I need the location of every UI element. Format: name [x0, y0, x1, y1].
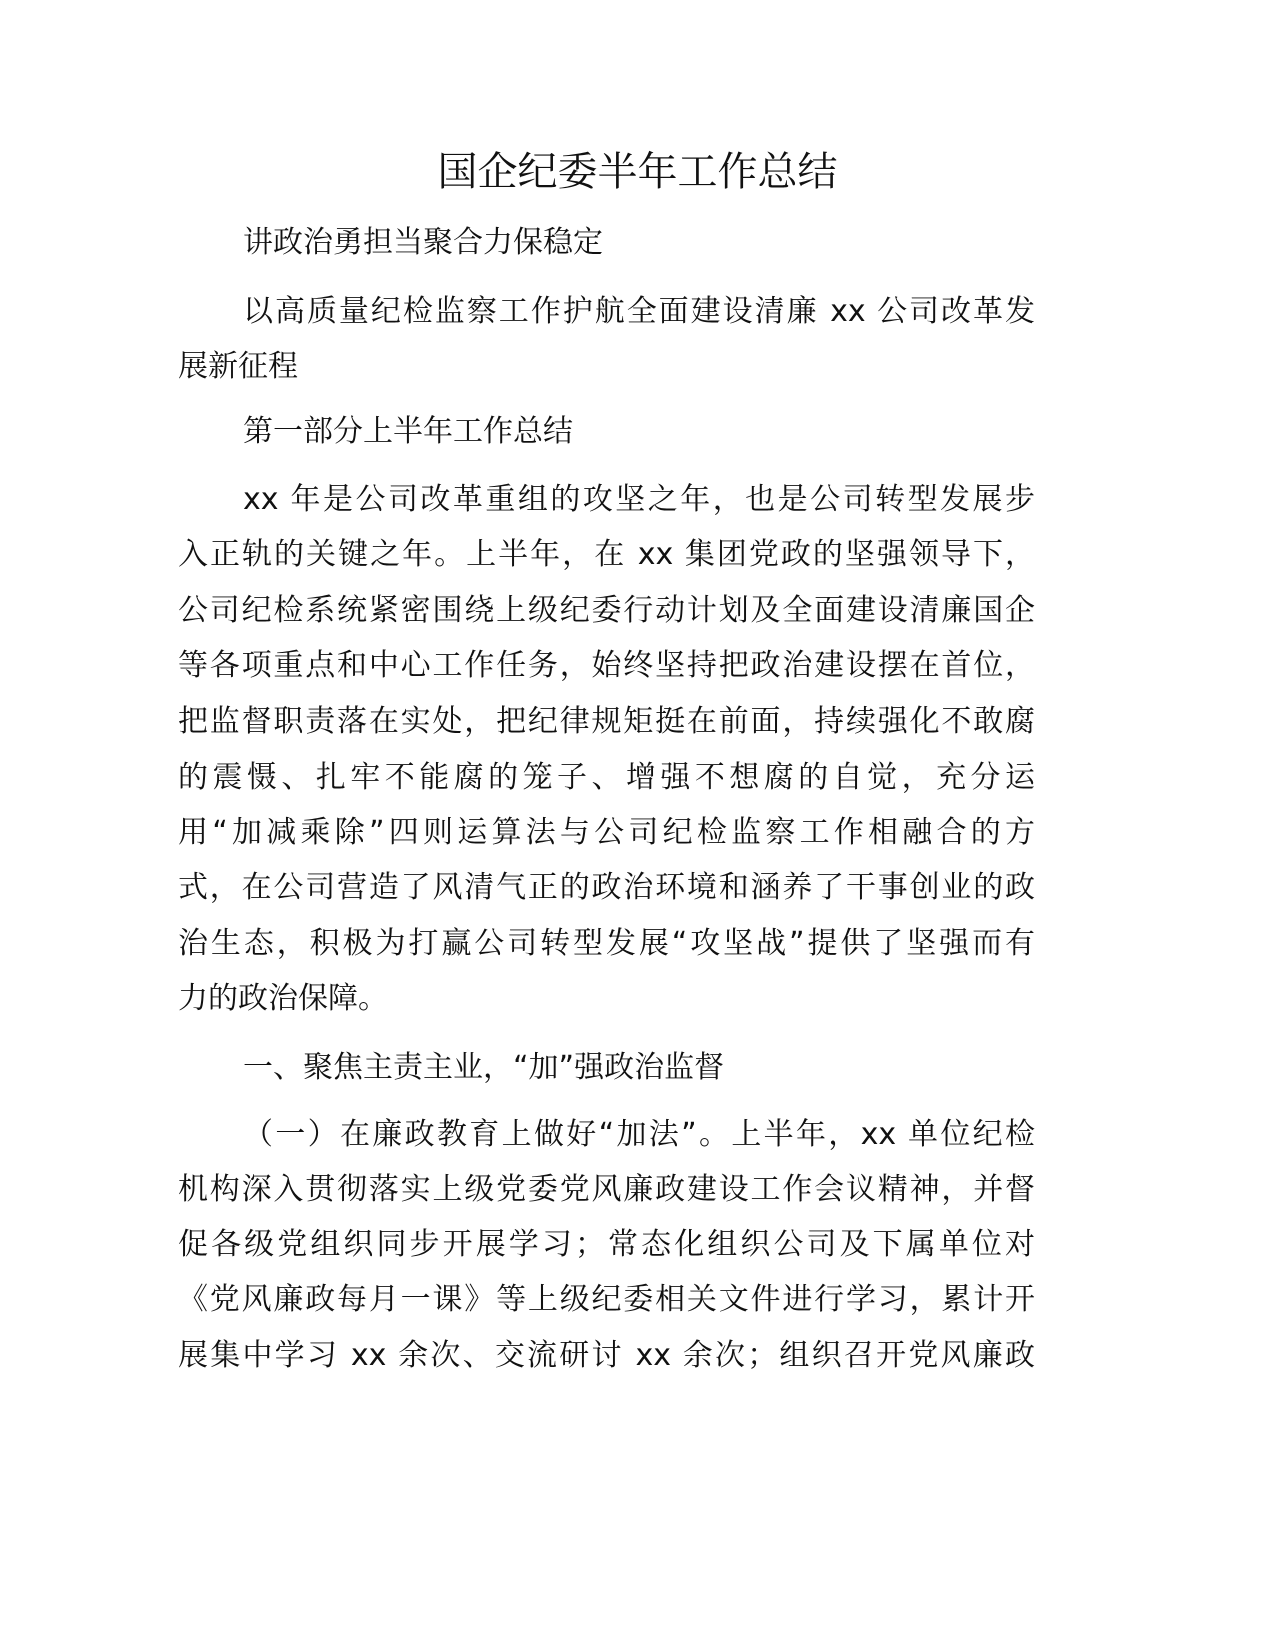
body-line: 入正轨的关键之年。上半年，在 xx 集团党政的坚强领导下， [178, 537, 1035, 572]
body-line: 公司纪检系统紧密围绕上级纪委行动计划及全面建设清廉国企 [178, 593, 1035, 628]
body-line: 展集中学习 xx 余次、交流研讨 xx 余次；组织召开党风廉政 [178, 1338, 1035, 1373]
body-line: xx 年是公司改革重组的攻坚之年，也是公司转型发展步 [243, 482, 1035, 517]
body-line: 《党风廉政每月一课》等上级纪委相关文件进行学习，累计开 [178, 1282, 1035, 1317]
body-line: 力的政治保障。 [178, 981, 388, 1016]
body-line: 的震慑、扎牢不能腐的笼子、增强不想腐的自觉，充分运 [178, 760, 1035, 795]
body-line: （一）在廉政教育上做好“加法”。上半年，xx 单位纪检 [243, 1117, 1035, 1152]
body-line: 机构深入贯彻落实上级党委党风廉政建设工作会议精神，并督 [178, 1172, 1035, 1207]
document-title: 国企纪委半年工作总结 [437, 149, 838, 195]
body-line: 式，在公司营造了风清气正的政治环境和涵养了干事创业的政 [178, 870, 1035, 905]
subtitle-line: 展新征程 [178, 349, 298, 384]
subtitle-line: 讲政治勇担当聚合力保稳定 [243, 225, 603, 260]
body-line: 等各项重点和中心工作任务，始终坚持把政治建设摆在首位， [178, 648, 1035, 683]
subtitle-line: 以高质量纪检监察工作护航全面建设清廉 xx 公司改革发 [243, 294, 1035, 329]
body-line: 用“加减乘除”四则运算法与公司纪检监察工作相融合的方 [178, 815, 1035, 850]
body-line: 促各级党组织同步开展学习；常态化组织公司及下属单位对 [178, 1227, 1035, 1262]
body-line: 治生态，积极为打赢公司转型发展“攻坚战”提供了坚强而有 [178, 926, 1035, 961]
section-heading: 一、聚焦主责主业，“加”强政治监督 [243, 1050, 725, 1085]
section-heading: 第一部分上半年工作总结 [243, 414, 573, 449]
body-line: 把监督职责落在实处，把纪律规矩挺在前面，持续强化不敢腐 [178, 704, 1035, 739]
